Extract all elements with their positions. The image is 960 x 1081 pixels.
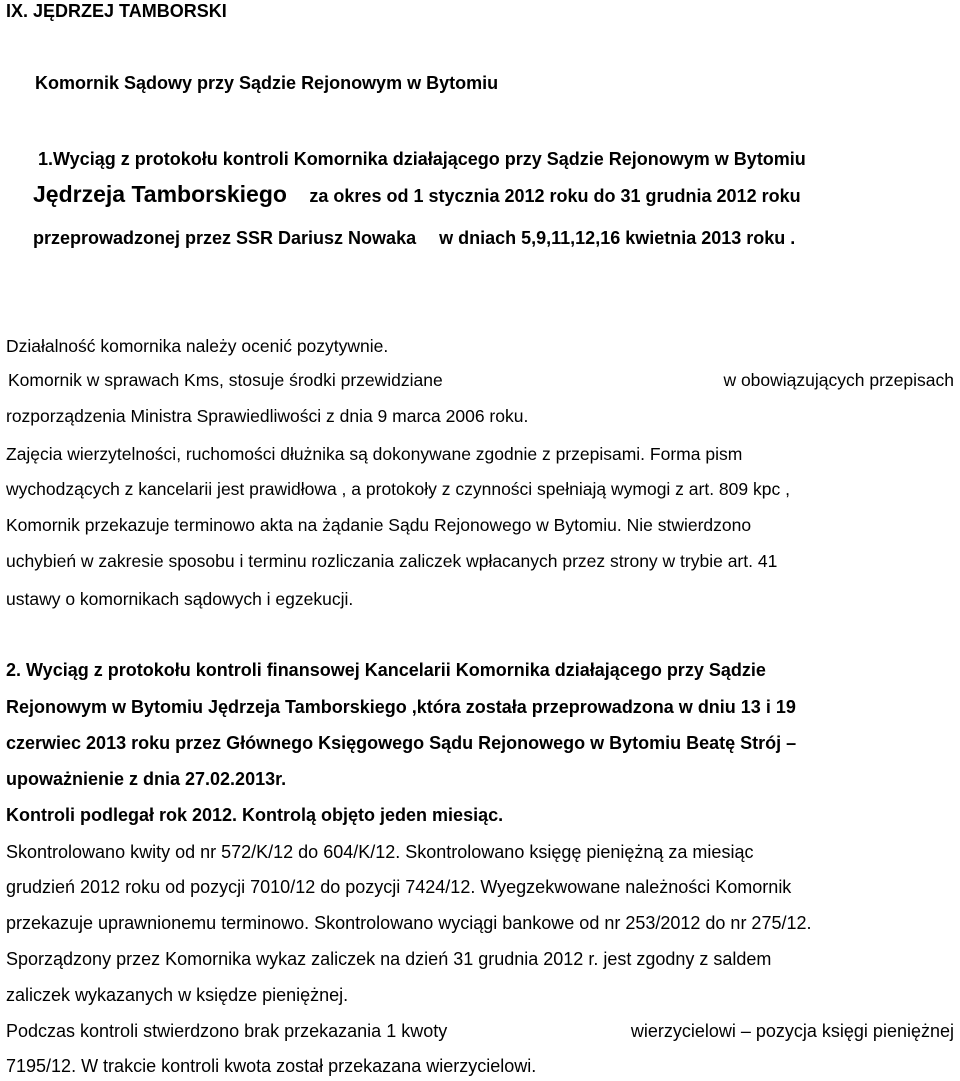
item1-dates: w dniach 5,9,11,12,16 kwietnia 2013 roku . (439, 228, 796, 248)
para1-line4: Zajęcia wierzytelności, ruchomości dłużnika są dokonywane zgodnie z przepisami. Forma pism (6, 444, 743, 464)
para2-line7: 7195/12. W trakcie kontroli kwota został przekazana wierzycielowi. (6, 1056, 537, 1076)
para1-line2a: Komornik w sprawach Kms, stosuje środki przewidziane (8, 370, 443, 390)
bailiff-subtitle: Komornik Sądowy przy Sądzie Rejonowym w Bytomiu (35, 73, 499, 93)
item2-line1: 2. Wyciąg z protokołu kontroli finansowej Kancelarii Komornika działającego przy Sądzie (6, 660, 766, 680)
para1-line2 (8, 370, 954, 391)
para1-line8: ustawy o komornikach sądowych i egzekucji. (6, 589, 354, 609)
para2-line6b: wierzycielowi – pozycja księgi pieniężnej (630, 1021, 954, 1041)
item1-period: za okres od 1 stycznia 2012 roku do 31 grudnia 2012 roku (309, 186, 801, 206)
para1-line7: uchybień w zakresie sposobu i terminu rozliczania zaliczek wpłacanych przez strony w trybie art. 41 (6, 551, 778, 571)
item2-line5: Kontroli podlegał rok 2012. Kontrolą objęto jeden miesiąc. (6, 805, 504, 825)
para1-line1: Działalność komornika należy ocenić pozytywnie. (6, 336, 389, 356)
para2-line2: grudzień 2012 roku od pozycji 7010/12 do pozycji 7424/12. Wyegzekwowane należności Komornik (6, 877, 792, 897)
item1-inspector: przeprowadzonej przez SSR Dariusz Nowaka (33, 228, 417, 248)
bailiff-name: Jędrzeja Tamborskiego (33, 181, 287, 207)
para2-line3: przekazuje uprawnionemu terminowo. Skontrolowano wyciągi bankowe od nr 253/2012 do nr 275/12. (6, 913, 812, 933)
para2-line1: Skontrolowano kwity od nr 572/K/12 do 604/K/12. Skontrolowano księgę pieniężną za miesiąc (6, 842, 754, 862)
item2-line4: upoważnienie z dnia 27.02.2013r. (6, 769, 287, 789)
item2-line2: Rejonowym w Bytomiu Jędrzeja Tamborskiego ,która została przeprowadzona w dniu 13 i 19 (6, 697, 796, 717)
item2-line3: czerwiec 2013 roku przez Głównego Księgowego Sądu Rejonowego w Bytomiu Beatę Strój – (6, 733, 797, 753)
para2-line5: zaliczek wykazanych w księdze pieniężnej. (6, 985, 349, 1005)
item1-heading-line3 (33, 228, 795, 249)
para2-line6 (6, 1021, 954, 1042)
para2-line4: Sporządzony przez Komornika wykaz zaliczek na dzień 31 grudnia 2012 r. jest zgodny z saldem (6, 949, 772, 969)
para1-line2b: w obowiązujących przepisach (723, 370, 954, 390)
para2-line6a: Podczas kontroli stwierdzono brak przekazania 1 kwoty (6, 1021, 448, 1041)
section-title: IX. JĘDRZEJ TAMBORSKI (6, 1, 227, 21)
para1-line6: Komornik przekazuje terminowo akta na żądanie Sądu Rejonowego w Bytomiu. Nie stwierdzono (6, 515, 752, 535)
para1-line5: wychodzących z kancelarii jest prawidłowa , a protokoły z czynności spełniają wymogi z art. 809 kpc , (6, 479, 790, 499)
item1-heading-line1: 1.Wyciąg z protokołu kontroli Komornika działającego przy Sądzie Rejonowym w Bytomiu (38, 149, 806, 169)
item1-heading-line2 (33, 181, 801, 208)
para1-line3: rozporządzenia Ministra Sprawiedliwości z dnia 9 marca 2006 roku. (6, 406, 529, 426)
